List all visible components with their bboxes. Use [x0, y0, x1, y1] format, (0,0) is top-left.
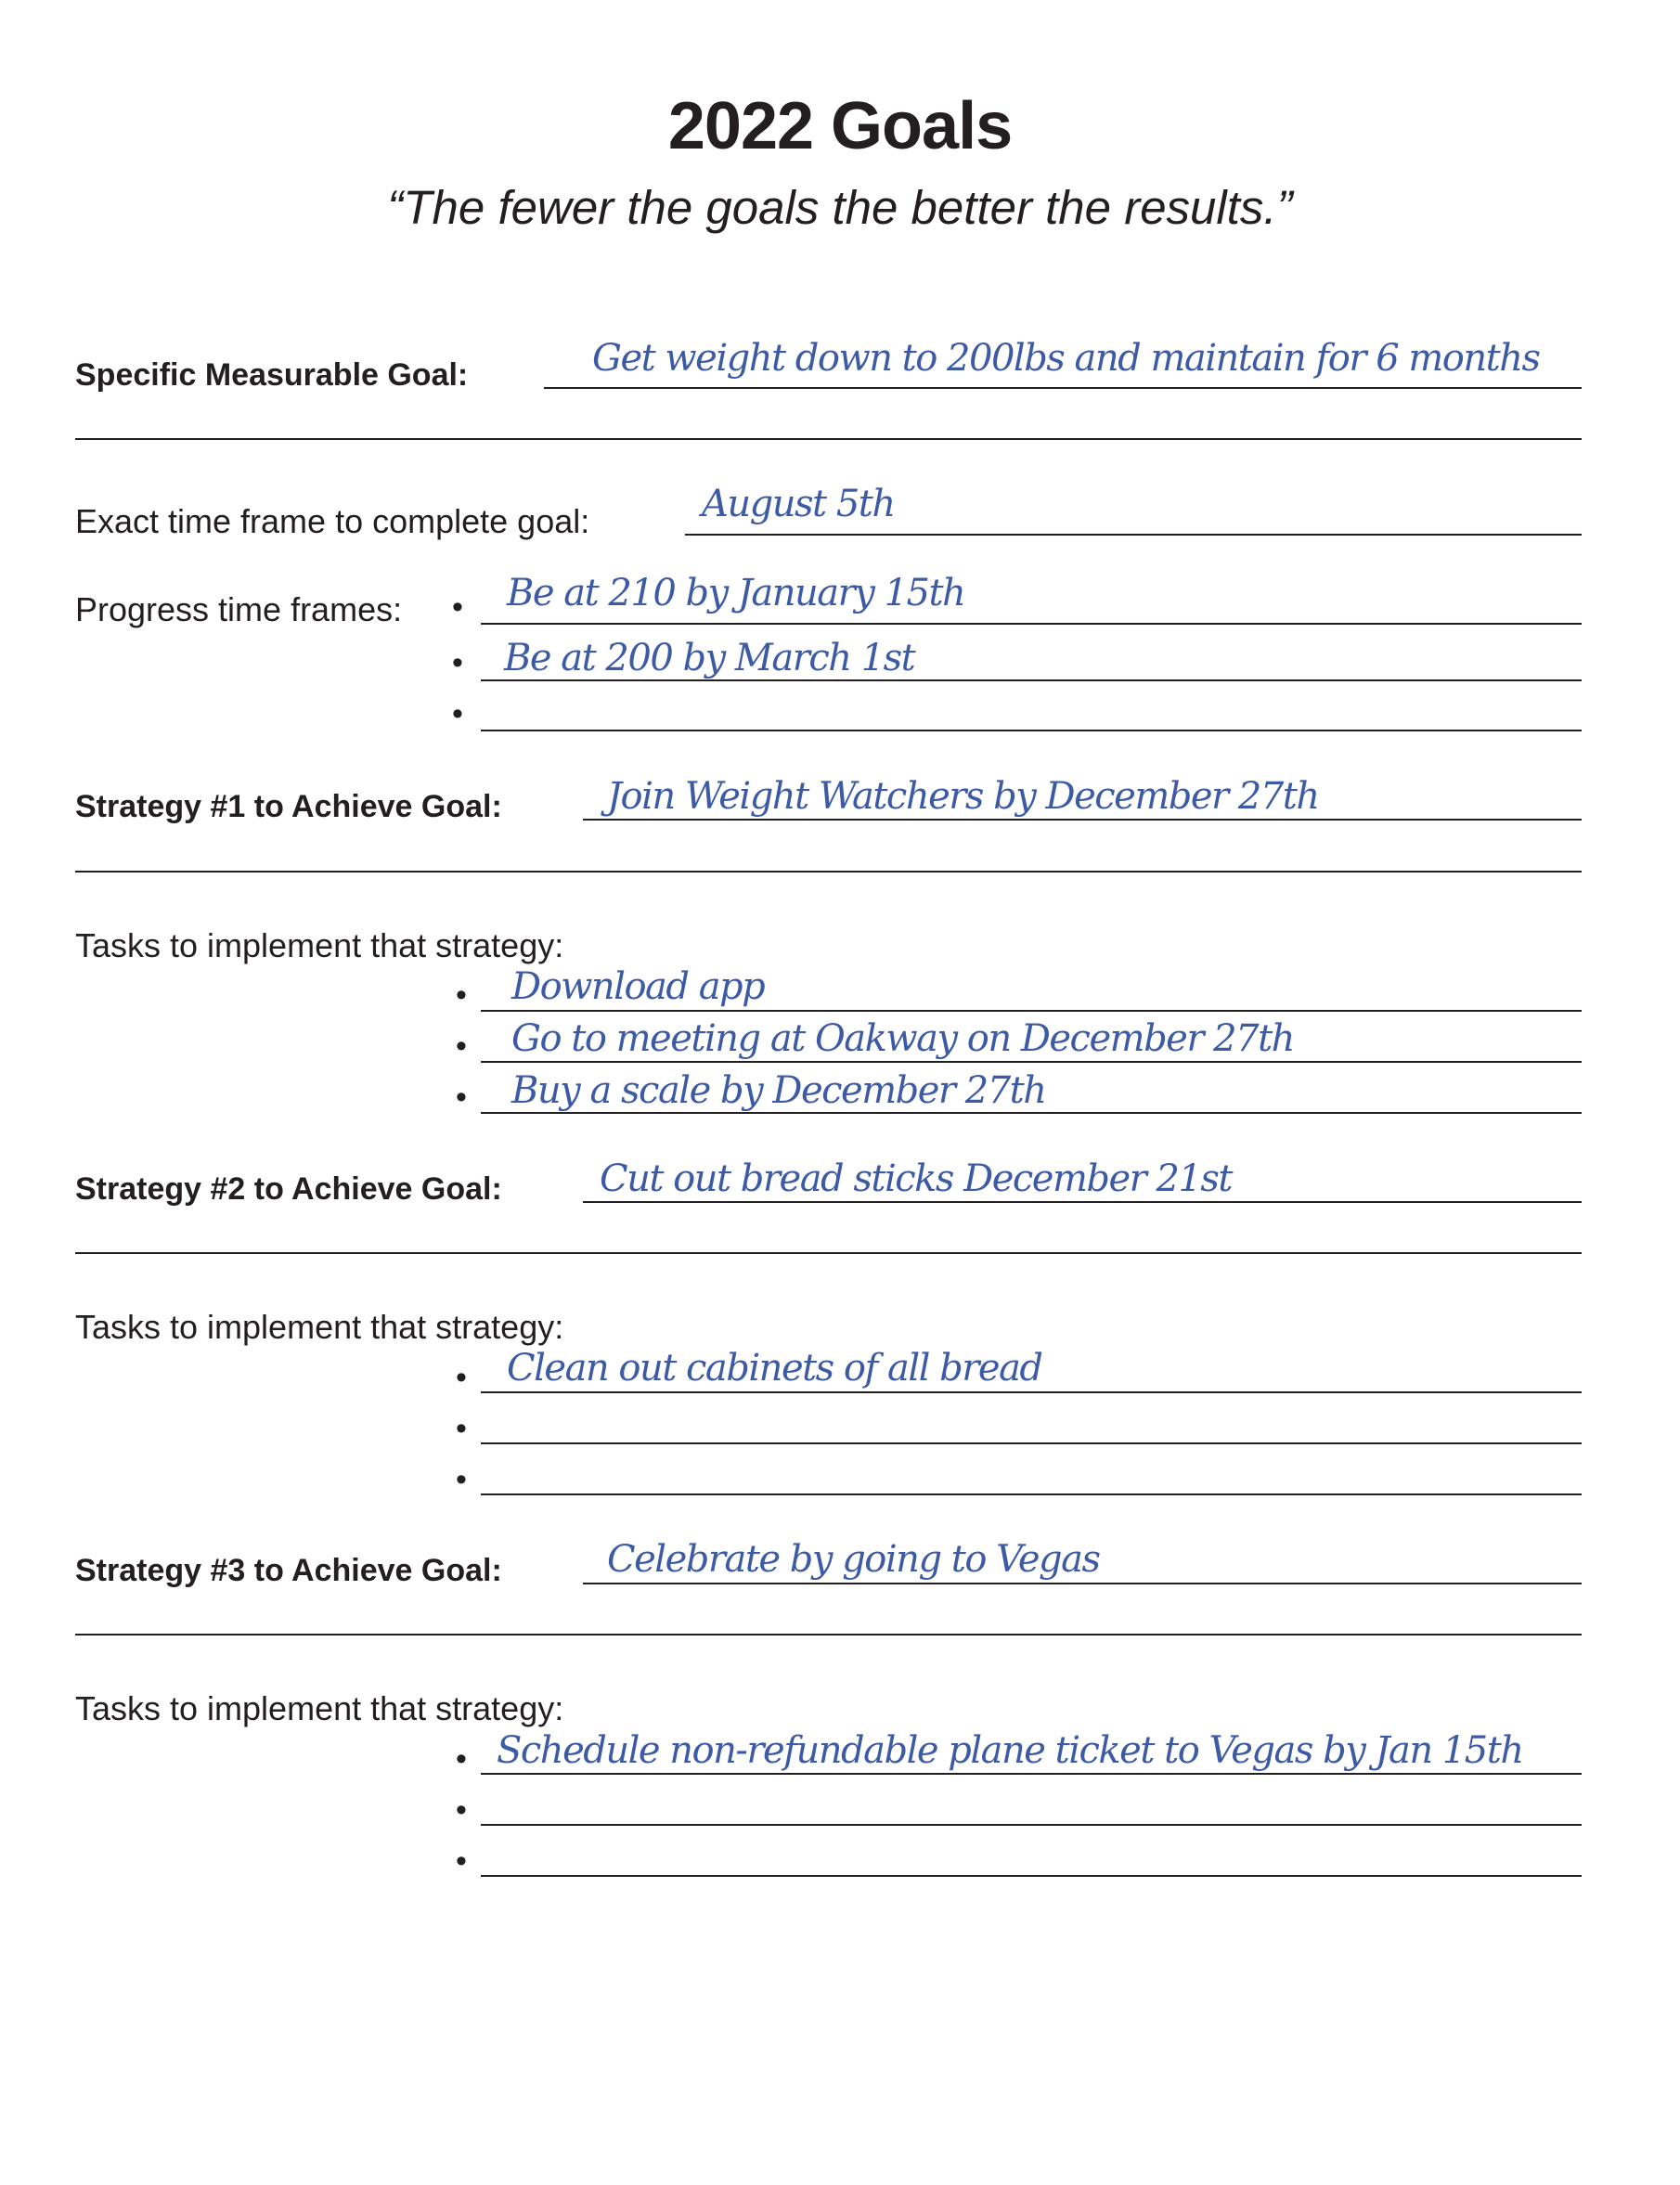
progress-bullet-3: •: [452, 696, 463, 731]
strategy-2-line: [583, 1201, 1582, 1203]
strategy-2-line-2: [75, 1252, 1582, 1254]
progress-line-3: [481, 730, 1582, 731]
strategy-2-task-line-2: [481, 1442, 1582, 1444]
timeframe-label: Exact time frame to complete goal:: [75, 502, 590, 540]
progress-line-1: [481, 623, 1582, 625]
timeframe-line: [685, 534, 1582, 536]
strategy-1-task-bullet-2: •: [456, 1028, 467, 1064]
strategy-3-line: [583, 1583, 1582, 1584]
strategy-1-task-2[interactable]: Go to meeting at Oakway on December 27th: [511, 1017, 1294, 1060]
page-quote: “The fewer the goals the better the results.”: [387, 181, 1293, 234]
goal-label: Specific Measurable Goal:: [75, 357, 469, 393]
strategy-2-task-1[interactable]: Clean out cabinets of all bread: [507, 1347, 1042, 1390]
strategy-3-label: Strategy #3 to Achieve Goal:: [75, 1553, 502, 1588]
strategy-2-task-line-1: [481, 1391, 1582, 1393]
strategy-1-tasks-label: Tasks to implement that strategy:: [75, 926, 564, 964]
strategy-3-line-2: [75, 1634, 1582, 1636]
strategy-1-task-line-2: [481, 1061, 1582, 1063]
strategy-2-label: Strategy #2 to Achieve Goal:: [75, 1171, 502, 1207]
strategy-3-tasks-label: Tasks to implement that strategy:: [75, 1689, 564, 1727]
strategy-1-task-bullet-1: •: [456, 977, 467, 1013]
strategy-2-task-bullet-2: •: [456, 1411, 467, 1446]
strategy-3-entry[interactable]: Celebrate by going to Vegas: [607, 1538, 1100, 1581]
strategy-3-task-line-2: [481, 1824, 1582, 1826]
goal-line: [544, 387, 1582, 389]
strategy-3-task-bullet-3: •: [456, 1843, 467, 1879]
strategy-2-task-bullet-3: •: [456, 1462, 467, 1497]
strategy-1-line-2: [75, 871, 1582, 873]
strategy-1-task-3[interactable]: Buy a scale by December 27th: [511, 1069, 1046, 1112]
strategy-2-tasks-label: Tasks to implement that strategy:: [75, 1308, 564, 1346]
progress-item-1[interactable]: Be at 210 by January 15th: [507, 572, 965, 614]
strategy-1-line: [583, 819, 1582, 821]
strategy-1-task-line-3: [481, 1112, 1582, 1114]
progress-label: Progress time frames:: [75, 590, 403, 628]
strategy-1-task-1[interactable]: Download app: [511, 965, 765, 1008]
strategy-2-entry[interactable]: Cut out bread sticks December 21st: [600, 1157, 1232, 1200]
strategy-3-task-line-1: [481, 1773, 1582, 1775]
strategy-1-task-line-1: [481, 1010, 1582, 1012]
goal-line-2: [75, 438, 1582, 440]
goal-entry[interactable]: Get weight down to 200lbs and maintain for 6 months: [592, 337, 1540, 380]
strategy-1-task-bullet-3: •: [456, 1080, 467, 1115]
strategy-3-task-line-3: [481, 1875, 1582, 1877]
strategy-1-label: Strategy #1 to Achieve Goal:: [75, 789, 502, 824]
progress-item-2[interactable]: Be at 200 by March 1st: [504, 637, 915, 679]
timeframe-entry[interactable]: August 5th: [702, 483, 895, 525]
strategy-3-task-1[interactable]: Schedule non-refundable plane ticket to Vegas by Jan 15th: [497, 1729, 1523, 1772]
strategy-1-entry[interactable]: Join Weight Watchers by December 27th: [607, 775, 1319, 818]
page-title: 2022 Goals: [667, 89, 1013, 163]
progress-bullet-2: •: [452, 645, 463, 680]
strategy-2-task-line-3: [481, 1493, 1582, 1495]
strategy-2-task-bullet-1: •: [456, 1360, 467, 1395]
progress-bullet-1: •: [452, 589, 463, 625]
strategy-3-task-bullet-2: •: [456, 1792, 467, 1828]
strategy-3-task-bullet-1: •: [456, 1741, 467, 1777]
progress-line-2: [481, 679, 1582, 681]
